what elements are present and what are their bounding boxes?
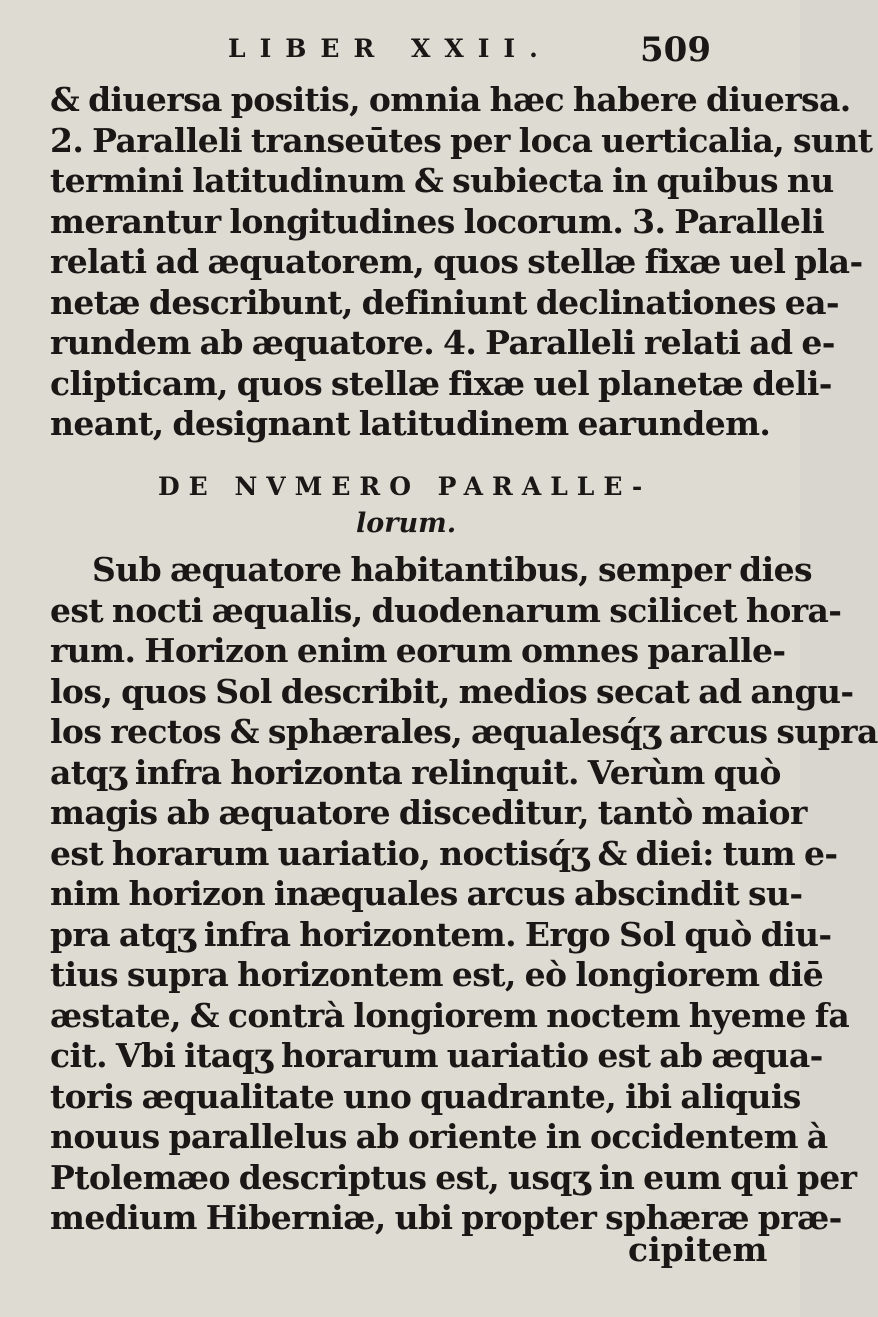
text-line: æstate, & contrà longiorem noctem hyeme fa bbox=[50, 995, 850, 1035]
page-number: 509 bbox=[640, 30, 711, 70]
text-line: est horarum uariatio, noctisq́ʒ & diei: tum e- bbox=[50, 833, 838, 873]
text-line: toris æqualitate uno quadrante, ibi aliquis bbox=[50, 1076, 801, 1116]
text-line: Sub æquatore habitantibus, semper dies bbox=[92, 550, 812, 589]
text-line: rundem ab æquatore. 4. Paralleli relati ad e- bbox=[50, 323, 835, 362]
text-line: pra atqʒ infra horizontem. Ergo Sol quò diu- bbox=[50, 914, 832, 954]
text-line: Ptolemæo descriptus est, usqʒ in eum qui per bbox=[50, 1157, 857, 1197]
text-line: termini latitudinum & subiecta in quibus nu bbox=[50, 161, 834, 200]
text-line: 2. Paralleli transeūtes per loca uerticalia, sunt bbox=[50, 120, 873, 160]
text-line: clipticam, quos stellæ fixæ uel planetæ deli- bbox=[50, 363, 832, 403]
text-line: tius supra horizontem est, eò longiorem diē bbox=[50, 955, 824, 994]
text-line: netæ describunt, definiunt declinationes ea- bbox=[50, 282, 840, 322]
running-head: LIBER XXII. bbox=[228, 34, 552, 63]
text-line: magis ab æquatore disceditur, tantò maior bbox=[50, 793, 807, 832]
text-line: cit. Vbi itaqʒ horarum uariatio est ab æqua- bbox=[50, 1036, 823, 1075]
section-heading: DE NVMERO PARALLE- bbox=[158, 472, 652, 501]
text-line: neant, designant latitudinem earundem. bbox=[50, 404, 771, 443]
text-line: merantur longitudines locorum. 3. Paralleli bbox=[50, 201, 825, 241]
text-line: medium Hiberniæ, ubi propter sphæræ præ- bbox=[50, 1198, 842, 1237]
text-line: atqʒ infra horizonta relinquit. Verùm quò bbox=[50, 752, 781, 792]
paragraph-top bbox=[50, 80, 873, 445]
text-line: los rectos & sphærales, æqualesq́ʒ arcus supra bbox=[50, 712, 878, 751]
text-line: rum. Horizon enim eorum omnes paralle- bbox=[50, 631, 786, 670]
catchword: cipitem bbox=[628, 1230, 768, 1269]
section-subheading: lorum. bbox=[356, 508, 457, 539]
text-line: relati ad æquatorem, quos stellæ fixæ uel pla- bbox=[50, 242, 863, 281]
text-line: est nocti æqualis, duodenarum scilicet hora- bbox=[50, 590, 842, 630]
text-line: & diuersa positis, omnia hæc habere diuersa. bbox=[50, 80, 851, 119]
text-line: nim horizon inæquales arcus abscindit su- bbox=[50, 874, 803, 913]
text-line: los, quos Sol describit, medios secat ad angu- bbox=[50, 671, 854, 711]
paragraph-body bbox=[50, 550, 878, 1239]
text-line: nouus parallelus ab oriente in occidentem à bbox=[50, 1117, 828, 1156]
